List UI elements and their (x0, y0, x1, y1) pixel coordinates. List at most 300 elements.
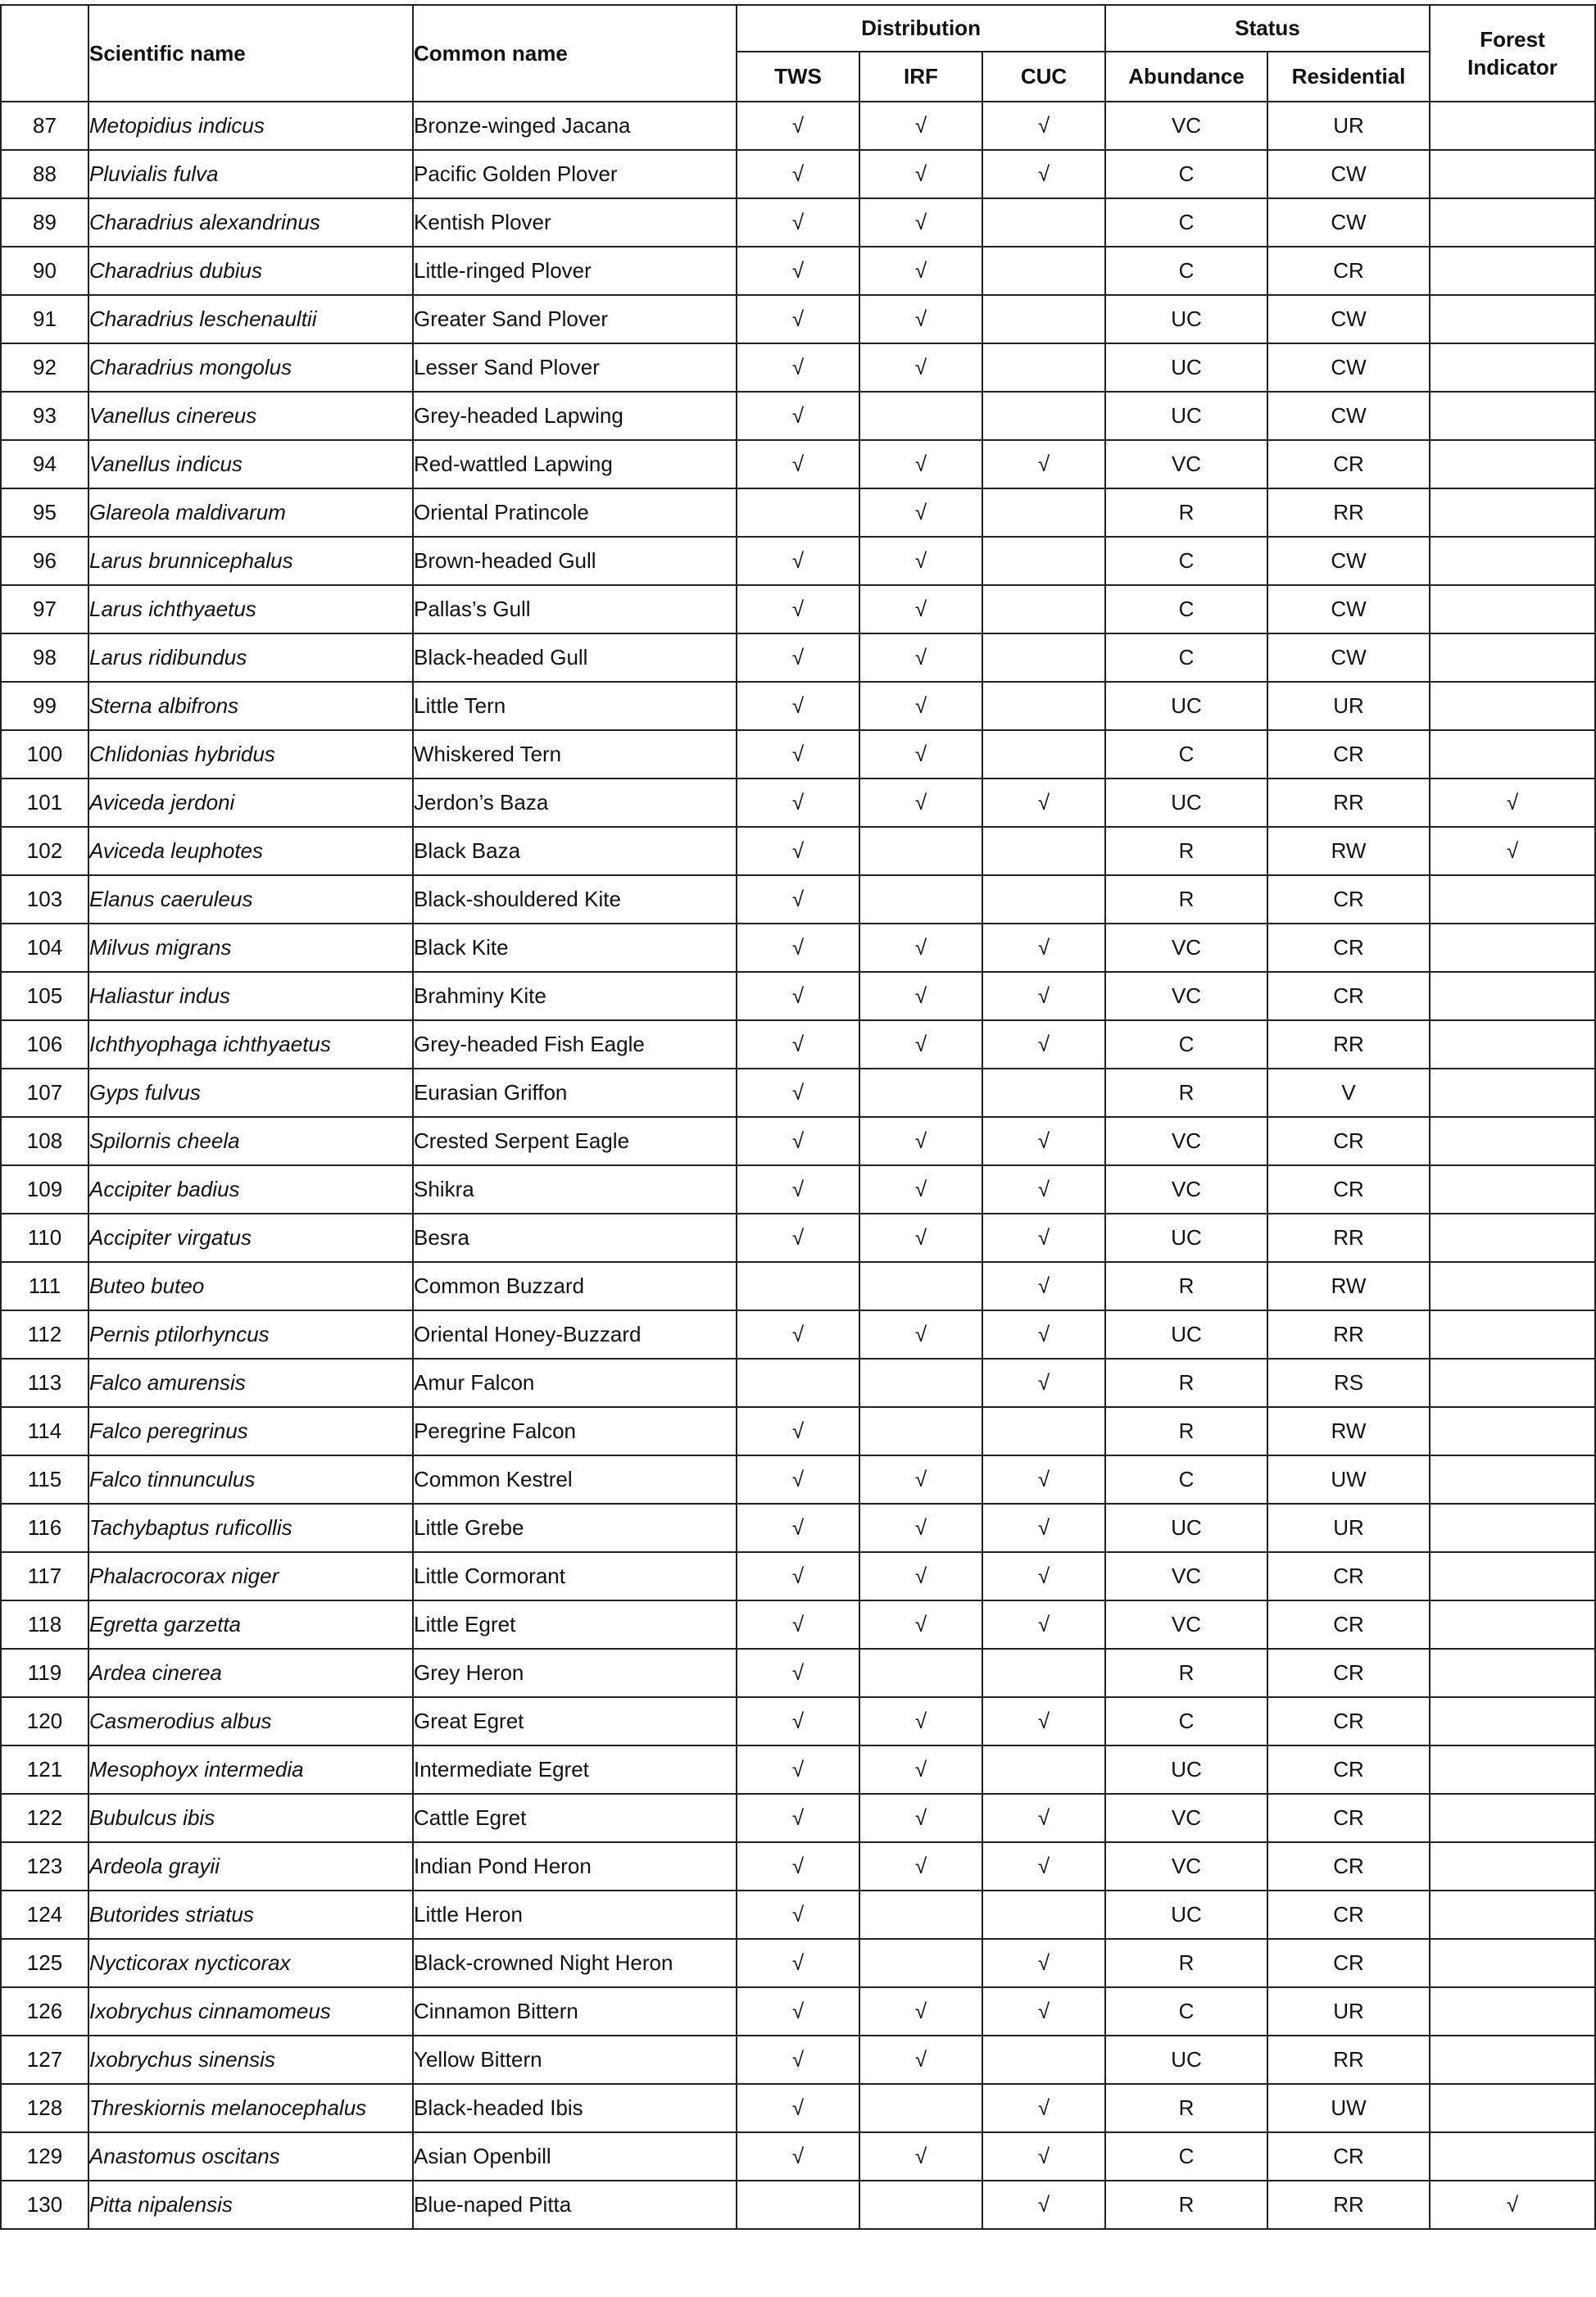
cell-common-name: Kentish Plover (413, 198, 737, 247)
cell-common-name: Black Kite (413, 924, 737, 972)
cell-common-name: Indian Pond Heron (413, 1842, 737, 1891)
cell-residential: RR (1267, 2181, 1430, 2229)
table-row (1, 1504, 1595, 1552)
cell-common-name: Little Grebe (413, 1504, 737, 1552)
cell-cuc-check (982, 198, 1105, 247)
cell-irf-check (859, 392, 982, 440)
cell-common-name: Asian Openbill (413, 2132, 737, 2181)
cell-common-name: Eurasian Griffon (413, 1069, 737, 1117)
cell-cuc-check: √ (982, 1794, 1105, 1842)
cell-tws-check: √ (737, 1600, 859, 1649)
cell-forest-indicator (1430, 1020, 1595, 1069)
cell-forest-indicator (1430, 247, 1595, 295)
table-row (1, 1600, 1595, 1649)
cell-irf-check: √ (859, 440, 982, 488)
table-header (1, 5, 1595, 102)
cell-scientific-name: Phalacrocorax niger (88, 1552, 413, 1600)
cell-common-name: Cattle Egret (413, 1794, 737, 1842)
cell-forest-indicator (1430, 1310, 1595, 1359)
cell-row-number: 116 (1, 1504, 88, 1552)
cell-cuc-check (982, 1891, 1105, 1939)
cell-abundance: C (1105, 537, 1267, 585)
cell-irf-check: √ (859, 924, 982, 972)
cell-scientific-name: Butorides striatus (88, 1891, 413, 1939)
cell-cuc-check: √ (982, 1600, 1105, 1649)
cell-common-name: Great Egret (413, 1697, 737, 1745)
cell-cuc-check: √ (982, 924, 1105, 972)
cell-residential: CW (1267, 537, 1430, 585)
cell-common-name: Little Egret (413, 1600, 737, 1649)
cell-common-name: Shikra (413, 1165, 737, 1214)
cell-forest-indicator: √ (1430, 827, 1595, 875)
cell-cuc-check: √ (982, 2181, 1105, 2229)
table-body (1, 102, 1595, 2229)
cell-forest-indicator (1430, 1939, 1595, 1987)
cell-common-name: Pacific Golden Plover (413, 150, 737, 198)
cell-common-name: Intermediate Egret (413, 1745, 737, 1794)
cell-forest-indicator (1430, 1552, 1595, 1600)
cell-row-number: 101 (1, 779, 88, 827)
cell-tws-check: √ (737, 1939, 859, 1987)
table-row (1, 730, 1595, 779)
cell-abundance: C (1105, 585, 1267, 633)
cell-scientific-name: Pernis ptilorhyncus (88, 1310, 413, 1359)
cell-scientific-name: Nycticorax nycticorax (88, 1939, 413, 1987)
cell-common-name: Black-shouldered Kite (413, 875, 737, 924)
cell-row-number: 125 (1, 1939, 88, 1987)
cell-residential: CR (1267, 1939, 1430, 1987)
cell-scientific-name: Chlidonias hybridus (88, 730, 413, 779)
cell-residential: UR (1267, 1504, 1430, 1552)
cell-scientific-name: Buteo buteo (88, 1262, 413, 1310)
cell-abundance: C (1105, 1697, 1267, 1745)
cell-irf-check: √ (859, 1455, 982, 1504)
cell-irf-check: √ (859, 198, 982, 247)
cell-forest-indicator (1430, 440, 1595, 488)
cell-residential: CW (1267, 198, 1430, 247)
cell-row-number: 129 (1, 2132, 88, 2181)
cell-cuc-check (982, 392, 1105, 440)
cell-abundance: R (1105, 875, 1267, 924)
cell-scientific-name: Anastomus oscitans (88, 2132, 413, 2181)
cell-abundance: UC (1105, 1504, 1267, 1552)
cell-tws-check: √ (737, 1794, 859, 1842)
cell-irf-check: √ (859, 1794, 982, 1842)
cell-cuc-check (982, 875, 1105, 924)
table-row (1, 295, 1595, 343)
cell-abundance: UC (1105, 392, 1267, 440)
cell-forest-indicator (1430, 924, 1595, 972)
cell-common-name: Little Tern (413, 682, 737, 730)
cell-row-number: 99 (1, 682, 88, 730)
cell-tws-check: √ (737, 1697, 859, 1745)
cell-irf-check (859, 827, 982, 875)
cell-scientific-name: Metopidius indicus (88, 102, 413, 150)
cell-row-number: 104 (1, 924, 88, 972)
cell-scientific-name: Sterna albifrons (88, 682, 413, 730)
cell-row-number: 87 (1, 102, 88, 150)
cell-cuc-check (982, 633, 1105, 682)
cell-residential: CR (1267, 1165, 1430, 1214)
cell-irf-check: √ (859, 1504, 982, 1552)
cell-forest-indicator (1430, 730, 1595, 779)
cell-row-number: 119 (1, 1649, 88, 1697)
cell-common-name: Whiskered Tern (413, 730, 737, 779)
cell-residential: CR (1267, 1552, 1430, 1600)
cell-tws-check: √ (737, 198, 859, 247)
cell-row-number: 128 (1, 2084, 88, 2132)
cell-tws-check: √ (737, 1891, 859, 1939)
cell-abundance: R (1105, 1649, 1267, 1697)
table-row (1, 682, 1595, 730)
table-row (1, 972, 1595, 1020)
cell-tws-check (737, 1359, 859, 1407)
cell-common-name: Oriental Honey-Buzzard (413, 1310, 737, 1359)
cell-abundance: C (1105, 730, 1267, 779)
table-row (1, 1455, 1595, 1504)
cell-scientific-name: Aviceda leuphotes (88, 827, 413, 875)
cell-scientific-name: Vanellus cinereus (88, 392, 413, 440)
cell-scientific-name: Charadrius dubius (88, 247, 413, 295)
table-row (1, 1262, 1595, 1310)
cell-abundance: UC (1105, 682, 1267, 730)
table-row (1, 1359, 1595, 1407)
cell-residential: UW (1267, 1455, 1430, 1504)
cell-common-name: Cinnamon Bittern (413, 1987, 737, 2036)
cell-tws-check: √ (737, 1069, 859, 1117)
cell-irf-check (859, 1069, 982, 1117)
cell-common-name: Besra (413, 1214, 737, 1262)
table-row (1, 1794, 1595, 1842)
cell-row-number: 106 (1, 1020, 88, 1069)
header-irf: IRF (859, 52, 982, 102)
cell-tws-check (737, 2181, 859, 2229)
cell-forest-indicator (1430, 1794, 1595, 1842)
cell-cuc-check (982, 247, 1105, 295)
cell-irf-check: √ (859, 488, 982, 537)
cell-residential: CR (1267, 1117, 1430, 1165)
cell-irf-check (859, 1262, 982, 1310)
cell-common-name: Jerdon’s Baza (413, 779, 737, 827)
cell-row-number: 95 (1, 488, 88, 537)
cell-common-name: Pallas’s Gull (413, 585, 737, 633)
cell-common-name: Common Kestrel (413, 1455, 737, 1504)
cell-row-number: 110 (1, 1214, 88, 1262)
cell-cuc-check: √ (982, 779, 1105, 827)
header-cuc: CUC (982, 52, 1105, 102)
cell-abundance: UC (1105, 1310, 1267, 1359)
table-row (1, 1214, 1595, 1262)
table-row (1, 875, 1595, 924)
cell-common-name: Bronze-winged Jacana (413, 102, 737, 150)
cell-common-name: Grey-headed Lapwing (413, 392, 737, 440)
cell-abundance: R (1105, 1939, 1267, 1987)
cell-abundance: VC (1105, 1794, 1267, 1842)
cell-scientific-name: Charadrius mongolus (88, 343, 413, 392)
cell-abundance: R (1105, 2084, 1267, 2132)
cell-row-number: 103 (1, 875, 88, 924)
cell-abundance: VC (1105, 1600, 1267, 1649)
cell-common-name: Lesser Sand Plover (413, 343, 737, 392)
cell-abundance: R (1105, 2181, 1267, 2229)
cell-common-name: Crested Serpent Eagle (413, 1117, 737, 1165)
cell-common-name: Black-headed Ibis (413, 2084, 737, 2132)
cell-scientific-name: Accipiter virgatus (88, 1214, 413, 1262)
cell-forest-indicator (1430, 343, 1595, 392)
cell-common-name: Blue-naped Pitta (413, 2181, 737, 2229)
cell-tws-check: √ (737, 972, 859, 1020)
cell-row-number: 100 (1, 730, 88, 779)
cell-tws-check: √ (737, 585, 859, 633)
cell-irf-check: √ (859, 1117, 982, 1165)
cell-residential: RR (1267, 1020, 1430, 1069)
cell-row-number: 92 (1, 343, 88, 392)
cell-row-number: 98 (1, 633, 88, 682)
cell-residential: RW (1267, 827, 1430, 875)
cell-scientific-name: Egretta garzetta (88, 1600, 413, 1649)
cell-abundance: R (1105, 1407, 1267, 1455)
cell-scientific-name: Ixobrychus cinnamomeus (88, 1987, 413, 2036)
cell-irf-check: √ (859, 585, 982, 633)
cell-forest-indicator (1430, 682, 1595, 730)
cell-common-name: Amur Falcon (413, 1359, 737, 1407)
cell-abundance: R (1105, 488, 1267, 537)
table-row (1, 633, 1595, 682)
cell-abundance: R (1105, 1069, 1267, 1117)
cell-tws-check: √ (737, 875, 859, 924)
cell-irf-check: √ (859, 633, 982, 682)
table-row (1, 1987, 1595, 2036)
cell-cuc-check: √ (982, 1262, 1105, 1310)
cell-common-name: Little Heron (413, 1891, 737, 1939)
cell-forest-indicator (1430, 1359, 1595, 1407)
cell-residential: UR (1267, 682, 1430, 730)
cell-tws-check: √ (737, 730, 859, 779)
cell-residential: CW (1267, 392, 1430, 440)
cell-cuc-check (982, 1069, 1105, 1117)
cell-cuc-check: √ (982, 440, 1105, 488)
cell-residential: RW (1267, 1407, 1430, 1455)
cell-abundance: VC (1105, 1552, 1267, 1600)
cell-irf-check: √ (859, 730, 982, 779)
cell-residential: RR (1267, 1214, 1430, 1262)
cell-row-number: 97 (1, 585, 88, 633)
cell-abundance: C (1105, 150, 1267, 198)
cell-abundance: R (1105, 1359, 1267, 1407)
cell-irf-check: √ (859, 972, 982, 1020)
cell-cuc-check: √ (982, 1020, 1105, 1069)
cell-common-name: Black Baza (413, 827, 737, 875)
cell-abundance: C (1105, 1987, 1267, 2036)
header-residential: Residential (1267, 52, 1430, 102)
header-status: Status (1105, 5, 1430, 52)
cell-forest-indicator (1430, 1165, 1595, 1214)
cell-forest-indicator (1430, 1649, 1595, 1697)
cell-row-number: 88 (1, 150, 88, 198)
cell-cuc-check (982, 1649, 1105, 1697)
cell-irf-check: √ (859, 1697, 982, 1745)
table-row (1, 1552, 1595, 1600)
table-row (1, 440, 1595, 488)
cell-common-name: Peregrine Falcon (413, 1407, 737, 1455)
cell-scientific-name: Larus ichthyaetus (88, 585, 413, 633)
table-row (1, 1939, 1595, 1987)
table-row (1, 343, 1595, 392)
cell-scientific-name: Mesophoyx intermedia (88, 1745, 413, 1794)
cell-irf-check (859, 1359, 982, 1407)
cell-scientific-name: Charadrius alexandrinus (88, 198, 413, 247)
cell-cuc-check (982, 2036, 1105, 2084)
table-row (1, 247, 1595, 295)
table-row (1, 1165, 1595, 1214)
cell-cuc-check: √ (982, 1359, 1105, 1407)
cell-cuc-check (982, 585, 1105, 633)
cell-residential: CR (1267, 1600, 1430, 1649)
cell-cuc-check (982, 1407, 1105, 1455)
cell-forest-indicator (1430, 1504, 1595, 1552)
cell-tws-check: √ (737, 633, 859, 682)
cell-irf-check (859, 875, 982, 924)
table-row (1, 2132, 1595, 2181)
cell-irf-check (859, 2181, 982, 2229)
cell-residential: RR (1267, 488, 1430, 537)
cell-common-name: Black-headed Gull (413, 633, 737, 682)
cell-abundance: VC (1105, 102, 1267, 150)
cell-forest-indicator (1430, 1697, 1595, 1745)
cell-tws-check: √ (737, 924, 859, 972)
cell-scientific-name: Gyps fulvus (88, 1069, 413, 1117)
cell-common-name: Little-ringed Plover (413, 247, 737, 295)
cell-tws-check: √ (737, 1020, 859, 1069)
cell-residential: RW (1267, 1262, 1430, 1310)
cell-row-number: 120 (1, 1697, 88, 1745)
cell-tws-check: √ (737, 1649, 859, 1697)
cell-abundance: VC (1105, 440, 1267, 488)
cell-forest-indicator (1430, 1987, 1595, 2036)
cell-irf-check: √ (859, 343, 982, 392)
table-row (1, 1117, 1595, 1165)
cell-tws-check: √ (737, 343, 859, 392)
cell-forest-indicator (1430, 1455, 1595, 1504)
cell-row-number: 102 (1, 827, 88, 875)
cell-cuc-check: √ (982, 2132, 1105, 2181)
cell-tws-check: √ (737, 1407, 859, 1455)
table-row (1, 1310, 1595, 1359)
table-row (1, 150, 1595, 198)
cell-cuc-check: √ (982, 1310, 1105, 1359)
cell-residential: CR (1267, 247, 1430, 295)
cell-abundance: UC (1105, 343, 1267, 392)
cell-row-number: 124 (1, 1891, 88, 1939)
cell-row-number: 107 (1, 1069, 88, 1117)
cell-common-name: Black-crowned Night Heron (413, 1939, 737, 1987)
cell-abundance: VC (1105, 1165, 1267, 1214)
cell-tws-check: √ (737, 102, 859, 150)
cell-scientific-name: Accipiter badius (88, 1165, 413, 1214)
cell-irf-check: √ (859, 537, 982, 585)
cell-common-name: Greater Sand Plover (413, 295, 737, 343)
cell-forest-indicator: √ (1430, 2181, 1595, 2229)
cell-forest-indicator (1430, 150, 1595, 198)
cell-forest-indicator (1430, 2132, 1595, 2181)
cell-tws-check: √ (737, 537, 859, 585)
cell-common-name: Brahminy Kite (413, 972, 737, 1020)
cell-scientific-name: Larus brunnicephalus (88, 537, 413, 585)
table-row (1, 1842, 1595, 1891)
cell-tws-check: √ (737, 1165, 859, 1214)
cell-scientific-name: Ichthyophaga ichthyaetus (88, 1020, 413, 1069)
cell-irf-check: √ (859, 1165, 982, 1214)
cell-forest-indicator (1430, 537, 1595, 585)
cell-tws-check: √ (737, 1842, 859, 1891)
cell-residential: CW (1267, 585, 1430, 633)
cell-irf-check: √ (859, 779, 982, 827)
cell-irf-check: √ (859, 1987, 982, 2036)
cell-cuc-check: √ (982, 1552, 1105, 1600)
cell-irf-check: √ (859, 1842, 982, 1891)
cell-forest-indicator (1430, 102, 1595, 150)
cell-tws-check: √ (737, 2084, 859, 2132)
cell-abundance: VC (1105, 1842, 1267, 1891)
table-row (1, 537, 1595, 585)
cell-scientific-name: Milvus migrans (88, 924, 413, 972)
cell-irf-check: √ (859, 2036, 982, 2084)
cell-cuc-check: √ (982, 150, 1105, 198)
cell-cuc-check (982, 682, 1105, 730)
cell-row-number: 111 (1, 1262, 88, 1310)
cell-row-number: 115 (1, 1455, 88, 1504)
cell-residential: CR (1267, 1891, 1430, 1939)
table-row (1, 585, 1595, 633)
cell-cuc-check (982, 343, 1105, 392)
cell-row-number: 114 (1, 1407, 88, 1455)
cell-scientific-name: Falco peregrinus (88, 1407, 413, 1455)
cell-forest-indicator (1430, 1214, 1595, 1262)
cell-irf-check (859, 1891, 982, 1939)
cell-residential: CR (1267, 1745, 1430, 1794)
cell-irf-check: √ (859, 1214, 982, 1262)
cell-scientific-name: Ardea cinerea (88, 1649, 413, 1697)
cell-cuc-check: √ (982, 1842, 1105, 1891)
cell-residential: RS (1267, 1359, 1430, 1407)
cell-row-number: 89 (1, 198, 88, 247)
cell-forest-indicator (1430, 972, 1595, 1020)
cell-forest-indicator (1430, 1891, 1595, 1939)
cell-tws-check: √ (737, 779, 859, 827)
cell-irf-check: √ (859, 2132, 982, 2181)
cell-row-number: 109 (1, 1165, 88, 1214)
cell-cuc-check: √ (982, 1455, 1105, 1504)
cell-scientific-name: Pluvialis fulva (88, 150, 413, 198)
cell-scientific-name: Falco tinnunculus (88, 1455, 413, 1504)
table-row (1, 1745, 1595, 1794)
cell-residential: CR (1267, 1697, 1430, 1745)
cell-irf-check: √ (859, 247, 982, 295)
table-row (1, 1649, 1595, 1697)
cell-row-number: 91 (1, 295, 88, 343)
cell-abundance: C (1105, 633, 1267, 682)
cell-forest-indicator (1430, 392, 1595, 440)
cell-forest-indicator (1430, 1069, 1595, 1117)
header-abundance: Abundance (1105, 52, 1267, 102)
table-row (1, 488, 1595, 537)
cell-forest-indicator (1430, 488, 1595, 537)
cell-row-number: 122 (1, 1794, 88, 1842)
cell-row-number: 121 (1, 1745, 88, 1794)
cell-cuc-check (982, 295, 1105, 343)
cell-abundance: C (1105, 1455, 1267, 1504)
cell-row-number: 93 (1, 392, 88, 440)
